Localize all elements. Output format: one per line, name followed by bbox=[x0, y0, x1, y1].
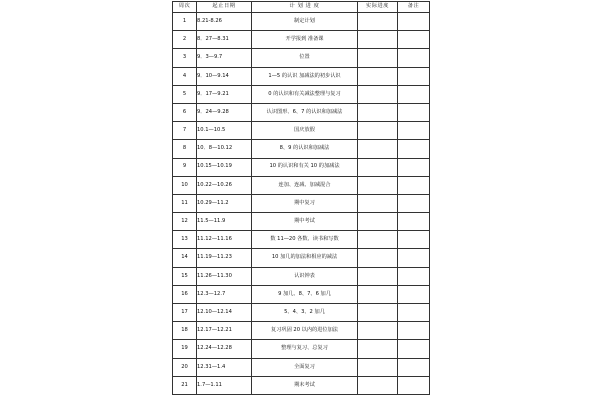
cell-actual bbox=[358, 304, 398, 322]
table-row bbox=[173, 13, 430, 31]
table-body bbox=[173, 13, 430, 395]
cell-actual bbox=[358, 67, 398, 85]
cell-dates: 12.24—12.28 bbox=[197, 340, 252, 358]
cell-remark bbox=[398, 194, 430, 212]
cell-remark bbox=[398, 49, 430, 67]
table-row bbox=[173, 176, 430, 194]
cell-dates: 9．3—9.7 bbox=[197, 49, 252, 67]
table-row bbox=[173, 340, 430, 358]
cell-dates: 11.19—11.23 bbox=[197, 249, 252, 267]
cell-remark bbox=[398, 103, 430, 121]
table-header-row bbox=[173, 2, 430, 13]
cell-dates: 11.12—11.16 bbox=[197, 231, 252, 249]
cell-actual bbox=[358, 158, 398, 176]
cell-plan: 认识图形、6、7 的认识和加减法 bbox=[252, 103, 358, 121]
cell-actual bbox=[358, 31, 398, 49]
cell-week: 19 bbox=[173, 340, 197, 358]
cell-week: 17 bbox=[173, 304, 197, 322]
cell-plan: 10 的认识和有关 10 的加减法 bbox=[252, 158, 358, 176]
cell-remark bbox=[398, 122, 430, 140]
teaching-plan-table bbox=[172, 1, 430, 395]
cell-dates: 9．17—9.21 bbox=[197, 85, 252, 103]
cell-remark bbox=[398, 140, 430, 158]
cell-dates: 8．27—8.31 bbox=[197, 31, 252, 49]
cell-remark bbox=[398, 322, 430, 340]
cell-week: 16 bbox=[173, 285, 197, 303]
table-row bbox=[173, 231, 430, 249]
cell-remark bbox=[398, 249, 430, 267]
cell-dates: 12.10—12.14 bbox=[197, 304, 252, 322]
cell-remark bbox=[398, 176, 430, 194]
table-row bbox=[173, 122, 430, 140]
header-week: 周次 bbox=[173, 2, 197, 13]
cell-actual bbox=[358, 267, 398, 285]
cell-remark bbox=[398, 340, 430, 358]
cell-plan: 9 加几、8、7、6 加几 bbox=[252, 285, 358, 303]
cell-plan: 数 11—20 各数、读书和写数 bbox=[252, 231, 358, 249]
cell-plan: 期末考试 bbox=[252, 376, 358, 394]
table-row bbox=[173, 322, 430, 340]
cell-remark bbox=[398, 358, 430, 376]
cell-remark bbox=[398, 85, 430, 103]
cell-plan: 整理与复习、总复习 bbox=[252, 340, 358, 358]
cell-remark bbox=[398, 158, 430, 176]
cell-plan: 位置 bbox=[252, 49, 358, 67]
cell-plan: 复习巩固 20 以内的进位加法 bbox=[252, 322, 358, 340]
table-row bbox=[173, 267, 430, 285]
cell-dates: 12.31—1.4 bbox=[197, 358, 252, 376]
cell-week: 8 bbox=[173, 140, 197, 158]
cell-actual bbox=[358, 122, 398, 140]
cell-dates: 9．24—9.28 bbox=[197, 103, 252, 121]
cell-week: 14 bbox=[173, 249, 197, 267]
cell-actual bbox=[358, 103, 398, 121]
table-row bbox=[173, 85, 430, 103]
cell-week: 3 bbox=[173, 49, 197, 67]
cell-plan: 0 的认识和有关减法整理与复习 bbox=[252, 85, 358, 103]
cell-plan: 国庆放假 bbox=[252, 122, 358, 140]
cell-plan: 10 加几的加法和相应的减法 bbox=[252, 249, 358, 267]
cell-actual bbox=[358, 213, 398, 231]
cell-week: 15 bbox=[173, 267, 197, 285]
cell-dates: 10.15—10.19 bbox=[197, 158, 252, 176]
table-row bbox=[173, 67, 430, 85]
cell-week: 5 bbox=[173, 85, 197, 103]
cell-week: 1 bbox=[173, 13, 197, 31]
cell-remark bbox=[398, 13, 430, 31]
cell-actual bbox=[358, 49, 398, 67]
table-row bbox=[173, 376, 430, 394]
table-row bbox=[173, 49, 430, 67]
cell-plan: 1—5 的认识 加减法的初步认识 bbox=[252, 67, 358, 85]
cell-week: 6 bbox=[173, 103, 197, 121]
cell-plan: 全面复习 bbox=[252, 358, 358, 376]
cell-actual bbox=[358, 376, 398, 394]
table-row bbox=[173, 158, 430, 176]
cell-dates: 10.1—10.5 bbox=[197, 122, 252, 140]
cell-actual bbox=[358, 322, 398, 340]
cell-remark bbox=[398, 67, 430, 85]
cell-dates: 10.22—10.26 bbox=[197, 176, 252, 194]
cell-actual bbox=[358, 13, 398, 31]
cell-week: 12 bbox=[173, 213, 197, 231]
cell-week: 10 bbox=[173, 176, 197, 194]
cell-remark bbox=[398, 376, 430, 394]
cell-remark bbox=[398, 31, 430, 49]
header-dates: 起止日期 bbox=[197, 2, 252, 13]
table-row bbox=[173, 304, 430, 322]
table-row bbox=[173, 358, 430, 376]
cell-dates: 1.7—1.11 bbox=[197, 376, 252, 394]
cell-dates: 12.3—12.7 bbox=[197, 285, 252, 303]
cell-remark bbox=[398, 213, 430, 231]
cell-week: 21 bbox=[173, 376, 197, 394]
cell-remark bbox=[398, 231, 430, 249]
table-row bbox=[173, 31, 430, 49]
cell-dates: 10．8—10.12 bbox=[197, 140, 252, 158]
cell-actual bbox=[358, 285, 398, 303]
table-row bbox=[173, 140, 430, 158]
cell-week: 13 bbox=[173, 231, 197, 249]
cell-plan: 期中考试 bbox=[252, 213, 358, 231]
cell-actual bbox=[358, 140, 398, 158]
cell-plan: 5、4、3、2 加几 bbox=[252, 304, 358, 322]
cell-actual bbox=[358, 176, 398, 194]
cell-actual bbox=[358, 85, 398, 103]
cell-remark bbox=[398, 267, 430, 285]
cell-actual bbox=[358, 194, 398, 212]
header-plan: 计 划 进 度 bbox=[252, 2, 358, 13]
header-actual: 实际进度 bbox=[358, 2, 398, 13]
cell-actual bbox=[358, 358, 398, 376]
cell-week: 18 bbox=[173, 322, 197, 340]
table-row bbox=[173, 213, 430, 231]
cell-plan: 期中复习 bbox=[252, 194, 358, 212]
cell-dates: 9．10—9.14 bbox=[197, 67, 252, 85]
cell-week: 4 bbox=[173, 67, 197, 85]
cell-week: 11 bbox=[173, 194, 197, 212]
cell-remark bbox=[398, 304, 430, 322]
cell-dates: 11.5—11.9 bbox=[197, 213, 252, 231]
cell-week: 2 bbox=[173, 31, 197, 49]
header-remark: 备注 bbox=[398, 2, 430, 13]
cell-actual bbox=[358, 340, 398, 358]
table-row bbox=[173, 103, 430, 121]
cell-week: 9 bbox=[173, 158, 197, 176]
cell-plan: 开学报到 准备课 bbox=[252, 31, 358, 49]
table-row bbox=[173, 194, 430, 212]
cell-actual bbox=[358, 249, 398, 267]
cell-dates: 12.17—12.21 bbox=[197, 322, 252, 340]
cell-remark bbox=[398, 285, 430, 303]
table-row bbox=[173, 249, 430, 267]
cell-plan: 8、9 的认识和加减法 bbox=[252, 140, 358, 158]
cell-actual bbox=[358, 231, 398, 249]
cell-plan: 制定计划 bbox=[252, 13, 358, 31]
cell-dates: 8.21-8.26 bbox=[197, 13, 252, 31]
cell-plan: 认识钟表 bbox=[252, 267, 358, 285]
cell-week: 7 bbox=[173, 122, 197, 140]
cell-week: 20 bbox=[173, 358, 197, 376]
schedule-document bbox=[172, 1, 429, 399]
cell-plan: 连加、连减、加减混合 bbox=[252, 176, 358, 194]
cell-dates: 11.26—11.30 bbox=[197, 267, 252, 285]
table-row bbox=[173, 285, 430, 303]
cell-dates: 10.29—11.2 bbox=[197, 194, 252, 212]
